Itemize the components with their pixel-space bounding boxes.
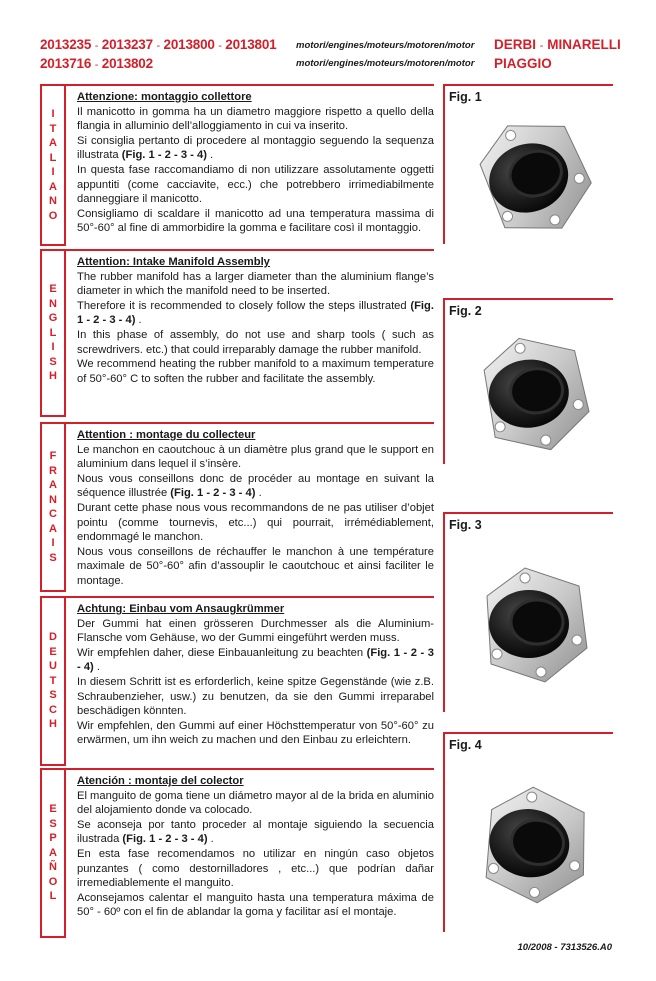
paragraph: Le manchon en caoutchouc à un diamètre plus grand que le support en aluminium dans lequel il s’insère. — [77, 443, 434, 471]
rubber-manifold-opening — [511, 600, 563, 644]
figure-2 — [443, 298, 613, 464]
language-tab-letter: S — [49, 551, 57, 564]
paragraph: En esta fase recomendamos no utilizar en ningún caso objetos punzantes ( como destornilladores , etc...) que podrían dañar irremediablemente el manguito. — [77, 847, 434, 890]
paragraph: Il manicotto in gomma ha un diametro maggiore rispetto a quello della flangia in alluminio dell’alloggiamento in cui va inserito. — [77, 105, 434, 133]
language-tab-letter: R — [49, 464, 57, 477]
section-body — [77, 602, 434, 748]
bolt-hole — [536, 667, 546, 677]
paragraph: Nous vous conseillons de réchauffer le manchon à une température maximale de 50°-60° afin d’assouplir le caoutchouc et ainsi faciliter le montage. — [77, 545, 434, 587]
section-body — [77, 428, 434, 589]
intake-manifold-photo — [445, 514, 613, 714]
document-reference: 10/2008 - 7313526.A0 — [517, 942, 612, 953]
language-tab-letter: O — [48, 875, 58, 888]
intake-manifold-photo — [445, 734, 613, 934]
code-separator: - — [218, 40, 222, 52]
intake-manifold-photo — [445, 300, 613, 466]
product-codes — [40, 36, 276, 74]
bolt-hole — [515, 343, 526, 354]
language-tab-letter: O — [48, 209, 58, 222]
section-body — [77, 774, 434, 920]
paragraph-text: . — [207, 833, 214, 846]
language-tab-letter: I — [51, 341, 55, 354]
paragraph: We recommend heating the rubber manifold to a maximum temperature of 50°-60° C to soften the rubber and facilitate the assembly. — [77, 358, 434, 385]
engine-label-line-1: motori/engines/moteurs/motoren/motor — [296, 40, 475, 51]
figure-reference: (Fig. 1 - 2 - 3 - 4) — [77, 299, 434, 327]
language-tab-letter: C — [49, 703, 57, 716]
paragraph: In this phase of assembly, do not use and sharp tools ( such as screwdrivers. etc.) that could irreparably damage the rubber manifold. — [77, 328, 434, 356]
language-tab-letter: T — [49, 122, 57, 135]
paragraph: Aconsejamos calentar el manguito hasta una temperatura máxima de 50° - 60º con el fin de ablandar la goma y facilitar así el montaje. — [77, 891, 434, 919]
product-code: 2013235 — [40, 37, 92, 52]
bolt-hole — [520, 573, 530, 583]
paragraph: Der Gummi hat einen grösseren Durchmesser als die Aluminium-Flansche vom Gehäuse, wo der Gummi eingeführt werden muss. — [77, 617, 434, 645]
language-tab-letter: Ñ — [49, 861, 57, 874]
figure-label: Fig. 4 — [449, 738, 482, 752]
section-deutsch — [40, 596, 434, 766]
figure-label: Fig. 1 — [449, 90, 482, 104]
section-espanol — [40, 768, 434, 938]
section-title: Attenzione: montaggio collettore — [77, 91, 252, 103]
product-codes-line-2 — [40, 55, 276, 74]
language-tab-letter: U — [49, 660, 57, 673]
language-tab — [40, 86, 66, 246]
figure-label: Fig. 2 — [449, 304, 482, 318]
engine-label-line-2: motori/engines/moteurs/motoren/motor — [296, 58, 475, 69]
paragraph — [77, 472, 434, 501]
product-code: 2013716 — [40, 56, 92, 71]
language-tab-letter: L — [49, 151, 57, 164]
language-tab-letter: A — [49, 522, 57, 535]
product-code: 2013801 — [225, 37, 277, 52]
brand-minarelli: MINARELLI — [547, 37, 621, 52]
product-code: 2013237 — [101, 37, 153, 52]
section-title: Achtung: Einbau vom Ansaugkrümmer — [77, 603, 285, 615]
language-tab-letter: E — [49, 283, 57, 296]
language-tab-letter: S — [49, 817, 57, 830]
paragraph: Wir empfehlen, den Gummi auf einer Höchsttemperatur von 50°-60° zu erwärmen, um ihn weich zu machen und den Einbau zu erleichtern. — [77, 719, 434, 747]
paragraph — [77, 134, 434, 163]
paragraph-text: . — [135, 314, 142, 327]
paragraph — [77, 299, 434, 328]
paragraph-text: . — [255, 487, 262, 500]
paragraph — [77, 818, 434, 847]
section-body — [77, 90, 434, 236]
language-tab-letter: F — [49, 450, 57, 462]
language-tab-letter: E — [49, 645, 57, 658]
language-tab-letter: A — [49, 846, 57, 859]
paragraph-text: Nous vous conseillons donc de procéder au montage en suivant la séquence illustrée — [77, 472, 434, 500]
language-tab-letter: P — [49, 832, 57, 845]
language-tab-letter: I — [51, 166, 55, 178]
language-tab-letter: E — [49, 803, 57, 816]
bolt-hole — [495, 421, 506, 432]
code-separator: - — [156, 40, 160, 52]
figure-reference: (Fig. 1 - 2 - 3 - 4) — [77, 646, 434, 674]
section-francais — [40, 422, 434, 592]
section-title: Attention : montage du collecteur — [77, 429, 256, 441]
product-code: 2013802 — [101, 56, 153, 71]
brand-derbi: DERBI — [494, 37, 537, 52]
language-tab-letter: N — [49, 195, 57, 207]
section-italiano — [40, 84, 434, 246]
language-tab-letter: L — [49, 890, 57, 903]
brand-piaggio: PIAGGIO — [494, 56, 552, 71]
language-tab — [40, 770, 66, 938]
paragraph-text: Si consiglia pertanto di procedere al montaggio seguendo la sequenza illustrata — [77, 134, 434, 162]
paragraph: The rubber manifold has a larger diameter than the aluminium flange’s diameter in which the manifold need to be inserted. — [77, 270, 434, 298]
language-tab-letter: D — [49, 631, 57, 644]
language-tab-letter: I — [51, 537, 55, 549]
paragraph — [77, 646, 434, 675]
figure-1 — [443, 84, 613, 244]
figure-reference: (Fig. 1 - 2 - 3 - 4) — [170, 487, 256, 500]
language-tab-letter: A — [49, 137, 57, 149]
language-tab-letter: L — [49, 326, 57, 339]
paragraph-text: Se aconseja por tanto proceder al montaje siguiendo la secuencia ilustrada — [77, 818, 434, 846]
language-tab — [40, 251, 66, 417]
paragraph-text: . — [206, 149, 214, 162]
section-title: Atención : montaje del colector — [77, 775, 244, 787]
language-tab-letter: N — [49, 297, 57, 310]
bolt-hole — [573, 399, 584, 410]
language-tab-letter: A — [49, 479, 57, 491]
language-tab-letter: A — [49, 180, 57, 193]
language-tab-letter: S — [49, 355, 57, 368]
paragraph: In questa fase raccomandiamo di non utilizzare assolutamente oggetti appuntiti (come cacciavite, ecc.) che potrebbero irrimediabilmente danneggiare il manicotto. — [77, 163, 434, 206]
section-english — [40, 249, 434, 417]
code-separator: - — [94, 40, 99, 52]
language-tab-letter: N — [49, 493, 57, 506]
product-code: 2013800 — [163, 37, 215, 52]
language-tab-letter: S — [49, 689, 57, 702]
paragraph: Consigliamo di scaldare il manicotto ad una temperatura massima di 50°-60° al fine di ammorbidire la gomma e facilitare così il montaggio. — [77, 207, 434, 235]
language-tab — [40, 598, 66, 766]
brand-separator: - — [539, 40, 544, 52]
figure-label: Fig. 3 — [449, 518, 482, 532]
language-tab-letter: G — [48, 312, 58, 325]
language-tab-letter: I — [51, 108, 55, 120]
figure-reference: (Fig. 1 - 2 - 3 - 4) — [122, 833, 208, 846]
figure-3 — [443, 512, 613, 712]
language-tab-letter: C — [49, 508, 57, 520]
paragraph: In diesem Schritt ist es erforderlich, keine spitze Gegenstände (wie z.B. Schraubenzieher, usw.) zu benutzen, da sie den Gummi irreparabel beschädigen könnten. — [77, 675, 434, 718]
language-tab — [40, 424, 66, 592]
figure-reference: (Fig. 1 - 2 - 3 - 4) — [121, 149, 207, 162]
paragraph-text: Wir empfehlen daher, diese Einbauanleitung zu beachten — [77, 646, 367, 659]
engine-label — [296, 37, 474, 73]
language-tab-letter: H — [49, 718, 57, 731]
brand-names — [494, 36, 621, 73]
section-body — [77, 255, 434, 386]
language-tab-letter: H — [49, 370, 57, 383]
brand-line-1 — [494, 36, 621, 55]
bolt-hole — [540, 435, 551, 446]
code-separator: - — [94, 59, 99, 71]
paragraph-text: Therefore it is recommended to closely follow the steps illustrated — [77, 299, 411, 312]
figure-4 — [443, 732, 613, 932]
bolt-hole — [572, 635, 582, 645]
paragraph: El manguito de goma tiene un diámetro mayor al de la brida en aluminio del alojamiento donde va colocado. — [77, 789, 434, 817]
paragraph: Durant cette phase nous vous recommandons de ne pas utiliser d’objet pointu (comme tournevis, etc...) qui pourrait, irrémédiablement, endommagé le manchon. — [77, 501, 434, 544]
section-title: Attention: Intake Manifold Assembly — [77, 256, 270, 268]
product-codes-line-1 — [40, 36, 276, 55]
intake-manifold-photo — [445, 86, 613, 246]
language-tab-letter: T — [49, 674, 57, 687]
paragraph-text: . — [93, 661, 100, 674]
bolt-hole — [492, 649, 502, 659]
